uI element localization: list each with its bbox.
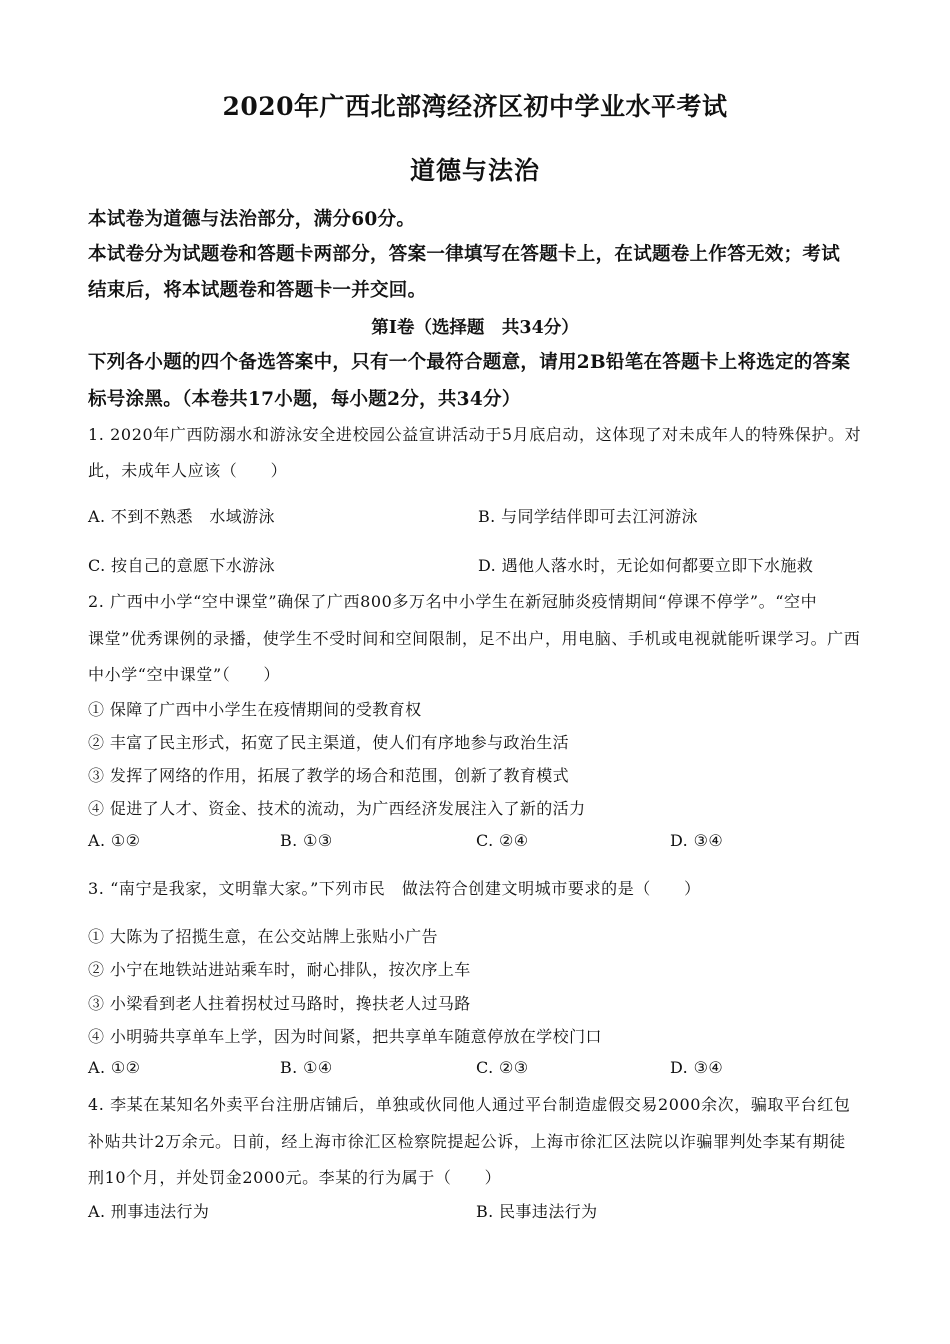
q3-option-c: C. ②③ bbox=[476, 1058, 529, 1077]
instruction-line-3: 结束后，将本试题卷和答题卡一并交回。 bbox=[88, 280, 427, 301]
q3-statement-3: ③ 小梁看到老人拄着拐杖过马路时，搀扶老人过马路 bbox=[88, 994, 471, 1013]
q2-option-d: D. ③④ bbox=[670, 831, 724, 850]
q1-stem-line-1: 1. 2020年广西防溺水和游泳安全进校园公益宣讲活动于5月底启动，这体现了对未成年人的特殊保护。对 bbox=[88, 425, 862, 444]
q2-statement-4: ④ 促进了人才、资金、技术的流动，为广西经济发展注入了新的活力 bbox=[88, 799, 586, 818]
q2-statement-3: ③ 发挥了网络的作用，拓展了教学的场合和范围，创新了教育模式 bbox=[88, 766, 570, 785]
q2-option-c: C. ②④ bbox=[476, 831, 529, 850]
q3-statement-1: ① 大陈为了招揽生意，在公交站牌上张贴小广告 bbox=[88, 927, 438, 946]
instruction-line-2: 本试卷分为试题卷和答题卡两部分，答案一律填写在答题卡上，在试题卷上作答无效；考试 bbox=[88, 244, 841, 265]
exam-subject: 道德与法治 bbox=[409, 156, 540, 185]
q4-stem-line-1: 4. 李某在某知名外卖平台注册店铺后，单独或伙同他人通过平台制造虚假交易2000余次，骗取平台红包 bbox=[88, 1095, 851, 1114]
q4-option-a: A. 刑事违法行为 bbox=[88, 1202, 210, 1221]
q3-option-a: A. ①② bbox=[88, 1058, 141, 1077]
section-desc-1: 下列各小题的四个备选答案中，只有一个最符合题意，请用2B铅笔在答题卡上将选定的答案 bbox=[88, 352, 851, 373]
q3-option-b: B. ①④ bbox=[280, 1058, 333, 1077]
q1-stem-line-2: 此，未成年人应该（ ） bbox=[88, 461, 288, 480]
q1-option-c: C. 按自己的意愿下水游泳 bbox=[88, 556, 276, 575]
q2-stem-line-2: 课堂”优秀课例的录播，使学生不受时间和空间限制，足不出户，用电脑、手机或电视就能听课学习。广西 bbox=[88, 629, 861, 648]
q2-option-b: B. ①③ bbox=[280, 831, 333, 850]
q2-option-a: A. ①② bbox=[88, 831, 141, 850]
exam-title: 2020年广西北部湾经济区初中学业水平考试 bbox=[222, 92, 728, 121]
q3-statement-2: ② 小宁在地铁站进站乘车时，耐心排队，按次序上车 bbox=[88, 960, 471, 979]
section-title: 第Ⅰ卷（选择题 共34分） bbox=[371, 318, 579, 338]
q4-stem-line-2: 补贴共计2万余元。日前，经上海市徐汇区检察院提起公诉，上海市徐汇区法院以诈骗罪判处李某有期徒 bbox=[88, 1132, 846, 1151]
q1-option-d: D. 遇他人落水时，无论如何都要立即下水施救 bbox=[478, 556, 814, 575]
q2-statement-2: ② 丰富了民主形式，拓宽了民主渠道，使人们有序地参与政治生活 bbox=[88, 733, 570, 752]
q2-stem-line-1: 2. 广西中小学“空中课堂”确保了广西800多万名中小学生在新冠肺炎疫情期间“停课不停学”。“空中 bbox=[88, 592, 818, 611]
q3-statement-4: ④ 小明骑共享单车上学，因为时间紧，把共享单车随意停放在学校门口 bbox=[88, 1027, 602, 1046]
q4-stem-line-3: 刑10个月，并处罚金2000元。李某的行为属于（ ） bbox=[88, 1168, 502, 1187]
q1-option-b: B. 与同学结伴即可去江河游泳 bbox=[478, 507, 698, 526]
q3-stem: 3. “南宁是我家，文明靠大家。”下列市民 做法符合创建文明城市要求的是（ ） bbox=[88, 879, 701, 898]
instruction-line-1: 本试卷为道德与法治部分，满分60分。 bbox=[88, 209, 416, 230]
q2-stem-line-3: 中小学“空中课堂”（ ） bbox=[88, 665, 281, 684]
q3-option-d: D. ③④ bbox=[670, 1058, 724, 1077]
q1-option-a: A. 不到不熟悉 水域游泳 bbox=[88, 507, 275, 526]
q2-statement-1: ① 保障了广西中小学生在疫情期间的受教育权 bbox=[88, 700, 422, 719]
q4-option-b: B. 民事违法行为 bbox=[476, 1202, 598, 1221]
section-desc-2: 标号涂黑。（本卷共17小题，每小题2分，共34分） bbox=[88, 389, 521, 410]
